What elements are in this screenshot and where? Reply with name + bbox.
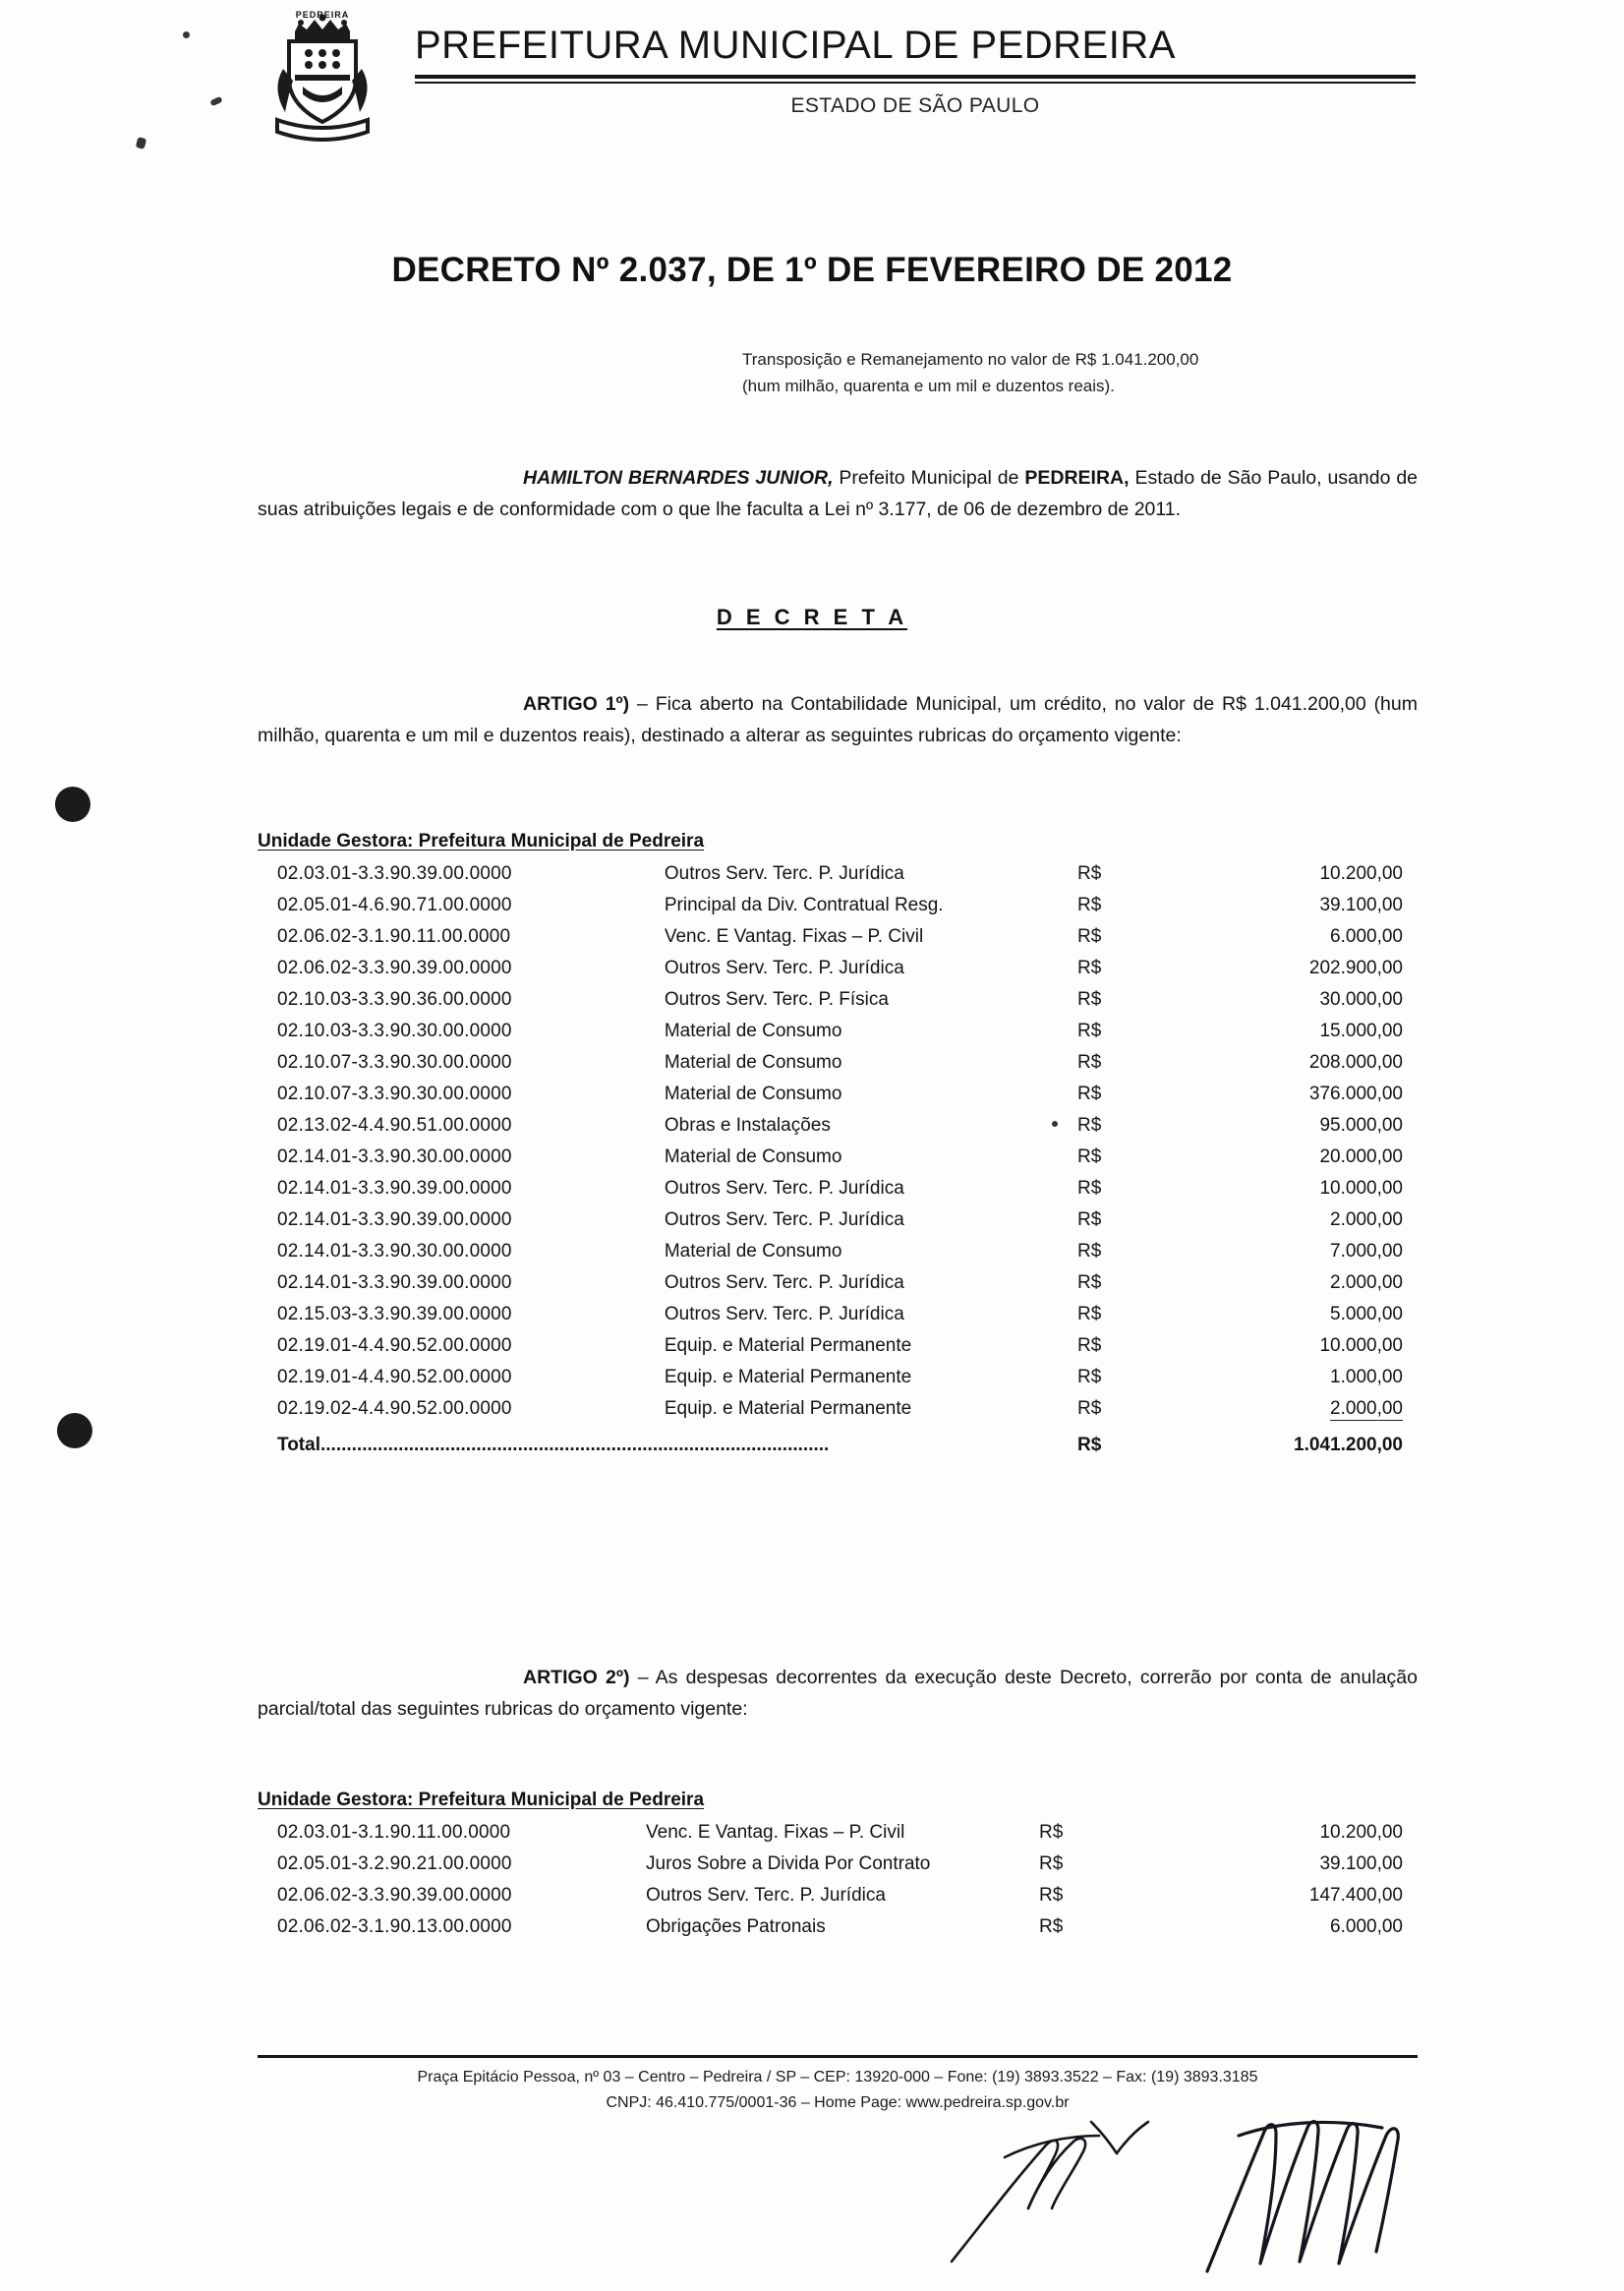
table-row (277, 1142, 1403, 1173)
municipal-crest-icon (263, 10, 381, 147)
table-row (277, 1110, 1403, 1142)
budget-table-2 (277, 1817, 1403, 1943)
budget-table-2-block (258, 1790, 1418, 1943)
currency-symbol: R$ (1039, 1885, 1064, 1906)
currency-symbol: R$ (1039, 1822, 1064, 1843)
scan-speck (136, 137, 147, 149)
currency-symbol: R$ (1076, 1209, 1102, 1230)
table-row (277, 1299, 1403, 1330)
budget-amount: 15.000,00 (1319, 1021, 1403, 1041)
table-row (277, 1079, 1403, 1110)
budget-table-1-block (258, 831, 1418, 1461)
table-row (277, 1849, 1403, 1880)
preamble-body: Estado de São Paulo, usando de suas atribuições legais e de conformidade com o que lhe faculta a Lei nº 3.177, de 06 de dezembro de 2011. (258, 467, 1419, 520)
page-title: DECRETO Nº 2.037, DE 1º DE FEVEREIRO DE 2012 (391, 251, 1233, 289)
summary-line-2: (hum milhão, quarenta e um mil e duzentos reais). (742, 377, 1115, 395)
summary-line-1: Transposição e Remanejamento no valor de R$ 1.041.200,00 (742, 350, 1199, 369)
budget-code: 02.19.02-4.4.90.52.00.0000 (277, 1398, 512, 1419)
budget-amount: 95.000,00 (1319, 1115, 1403, 1136)
footer-address: Praça Epitácio Pessoa, nº 03 – Centro – Pedreira / SP – CEP: 13920-000 – Fone: (19) 3893.3522 – Fax: (19) 3893.3185 (417, 2069, 1258, 2085)
budget-code: 02.10.03-3.3.90.36.00.0000 (277, 989, 512, 1010)
table-row (277, 858, 1403, 890)
budget-code: 02.03.01-3.3.90.39.00.0000 (277, 863, 512, 884)
currency-symbol: R$ (1039, 1916, 1064, 1937)
budget-description: Principal da Div. Contratual Resg. (664, 895, 944, 915)
footer-cnpj: CNPJ: 46.410.775/0001-36 – Home Page: www.pedreira.sp.gov.br (606, 2094, 1070, 2111)
budget-amount: 2.000,00 (1330, 1209, 1403, 1230)
mayor-name: HAMILTON BERNARDES JUNIOR, (523, 467, 834, 489)
currency-symbol: R$ (1076, 1241, 1102, 1262)
budget-code: 02.14.01-3.3.90.30.00.0000 (277, 1241, 512, 1262)
table-row (277, 1236, 1403, 1267)
table-row (277, 1911, 1403, 1943)
unit-label-2: Unidade Gestora: Prefeitura Municipal de Pedreira (258, 1790, 705, 1810)
header-subtitle: ESTADO DE SÃO PAULO (790, 94, 1040, 117)
currency-symbol: R$ (1076, 1115, 1102, 1136)
city-name: PEDREIRA, (1024, 467, 1130, 489)
budget-amount: 39.100,00 (1319, 1853, 1403, 1874)
budget-amount: 2.000,00 (1330, 1398, 1403, 1419)
budget-amount: 2.000,00 (1330, 1272, 1403, 1293)
currency-symbol: R$ (1076, 1272, 1102, 1293)
currency-symbol: R$ (1076, 1084, 1102, 1104)
budget-amount: 6.000,00 (1330, 1916, 1403, 1937)
currency-symbol: R$ (1076, 958, 1102, 978)
budget-amount: 202.900,00 (1308, 958, 1403, 978)
table-row (277, 1330, 1403, 1362)
budget-amount: 30.000,00 (1319, 989, 1403, 1010)
table-row (277, 953, 1403, 984)
budget-description: Venc. E Vantag. Fixas – P. Civil (664, 926, 924, 947)
preamble-rest: Prefeito Municipal de (833, 467, 1025, 489)
budget-amount: 6.000,00 (1330, 926, 1403, 947)
budget-code: 02.05.01-4.6.90.71.00.0000 (277, 895, 512, 915)
scan-speck (183, 31, 190, 38)
currency-symbol: R$ (1039, 1853, 1064, 1874)
budget-description: Outros Serv. Terc. P. Jurídica (664, 1272, 904, 1293)
budget-amount: 10.200,00 (1319, 1822, 1403, 1843)
budget-code: 02.14.01-3.3.90.30.00.0000 (277, 1146, 512, 1167)
budget-description: Outros Serv. Terc. P. Jurídica (646, 1885, 886, 1906)
currency-symbol: R$ (1076, 1178, 1102, 1199)
budget-description: Equip. e Material Permanente (664, 1398, 912, 1419)
currency-symbol: R$ (1076, 1021, 1102, 1041)
decreta-heading: D E C R E T A (716, 605, 908, 629)
total-label: Total.................................................................................................. (277, 1435, 830, 1455)
budget-amount: 39.100,00 (1319, 895, 1403, 915)
currency-symbol: R$ (1076, 895, 1102, 915)
total-amount: 1.041.200,00 (1294, 1435, 1403, 1455)
document-footer (258, 2065, 1418, 2116)
table-row (277, 984, 1403, 1016)
table-row (277, 890, 1403, 921)
budget-description: Outros Serv. Terc. P. Física (664, 989, 889, 1010)
table-row (277, 1267, 1403, 1299)
budget-code: 02.14.01-3.3.90.39.00.0000 (277, 1272, 512, 1293)
currency-symbol: R$ (1076, 1304, 1102, 1324)
budget-description: Obrigações Patronais (646, 1916, 826, 1937)
budget-code: 02.19.01-4.4.90.52.00.0000 (277, 1367, 512, 1387)
unit-label-1: Unidade Gestora: Prefeitura Municipal de Pedreira (258, 831, 705, 852)
budget-code: 02.14.01-3.3.90.39.00.0000 (277, 1178, 512, 1199)
table-row (277, 1817, 1403, 1849)
budget-code: 02.10.03-3.3.90.30.00.0000 (277, 1021, 512, 1041)
budget-description: Juros Sobre a Divida Por Contrato (646, 1853, 931, 1874)
header-title: PREFEITURA MUNICIPAL DE PEDREIRA (415, 24, 1176, 67)
punch-hole-mark (55, 787, 90, 822)
budget-description: Equip. e Material Permanente (664, 1367, 912, 1387)
article-2-label: ARTIGO 2º) (523, 1667, 630, 1688)
budget-amount: 10.000,00 (1319, 1335, 1403, 1356)
article-1-text: – Fica aberto na Contabilidade Municipal, um crédito, no valor de R$ 1.041.200,00 (hum milhão, quarenta e um mil e duzentos reais), destinado a alterar as seguintes rubricas do orçamento vigente: (258, 693, 1418, 746)
budget-description: Material de Consumo (664, 1021, 842, 1041)
article-1-paragraph (258, 688, 1418, 751)
budget-amount: 147.400,00 (1308, 1885, 1403, 1906)
budget-amount: 1.000,00 (1330, 1367, 1403, 1387)
budget-amount: 5.000,00 (1330, 1304, 1403, 1324)
budget-amount: 20.000,00 (1319, 1146, 1403, 1167)
crest-label: PEDREIRA (295, 10, 350, 20)
budget-amount: 376.000,00 (1308, 1084, 1403, 1104)
currency-symbol: R$ (1076, 1146, 1102, 1167)
budget-code: 02.14.01-3.3.90.39.00.0000 (277, 1209, 512, 1230)
currency-symbol: R$ (1076, 863, 1102, 884)
article-2-text: – As despesas decorrentes da execução deste Decreto, correrão por conta de anulação parcial/total das seguintes rubricas do orçamento vigente: (258, 1667, 1418, 1720)
budget-description: Outros Serv. Terc. P. Jurídica (664, 1304, 904, 1324)
budget-code: 02.06.02-3.3.90.39.00.0000 (277, 958, 512, 978)
budget-code: 02.05.01-3.2.90.21.00.0000 (277, 1853, 512, 1874)
budget-description: Material de Consumo (664, 1146, 842, 1167)
currency-symbol: R$ (1076, 989, 1102, 1010)
budget-description: Venc. E Vantag. Fixas – P. Civil (646, 1822, 905, 1843)
budget-code: 02.10.07-3.3.90.30.00.0000 (277, 1052, 512, 1073)
currency-symbol: R$ (1076, 1398, 1102, 1419)
table-row (277, 1047, 1403, 1079)
article-2-paragraph (258, 1662, 1418, 1725)
budget-description: Outros Serv. Terc. P. Jurídica (664, 863, 904, 884)
punch-hole-mark (57, 1413, 92, 1448)
budget-code: 02.03.01-3.1.90.11.00.0000 (277, 1822, 511, 1843)
budget-code: 02.06.02-3.1.90.13.00.0000 (277, 1916, 512, 1937)
article-1-label: ARTIGO 1º) (523, 693, 630, 715)
table-row (277, 1016, 1403, 1047)
currency-symbol: R$ (1076, 926, 1102, 947)
budget-code: 02.06.02-3.3.90.39.00.0000 (277, 1885, 512, 1906)
budget-code: 02.10.07-3.3.90.30.00.0000 (277, 1084, 512, 1104)
currency-symbol: R$ (1076, 1052, 1102, 1073)
budget-code: 02.19.01-4.4.90.52.00.0000 (277, 1335, 512, 1356)
budget-description: Obras e Instalações (664, 1115, 831, 1136)
budget-amount: 7.000,00 (1330, 1241, 1403, 1262)
header-divider (415, 75, 1416, 84)
budget-code: 02.06.02-3.1.90.11.00.0000 (277, 926, 511, 947)
table-row (277, 1362, 1403, 1393)
budget-code: 02.15.03-3.3.90.39.00.0000 (277, 1304, 512, 1324)
budget-description: Outros Serv. Terc. P. Jurídica (664, 1209, 904, 1230)
signature-mark (944, 2114, 1455, 2286)
decree-summary (742, 346, 1381, 399)
scan-speck (209, 96, 222, 107)
budget-description: Material de Consumo (664, 1084, 842, 1104)
footer-divider (258, 2055, 1418, 2058)
budget-code: 02.13.02-4.4.90.51.00.0000 (277, 1115, 512, 1136)
table-total-row (277, 1425, 1403, 1461)
budget-description: Material de Consumo (664, 1241, 842, 1262)
budget-description: Equip. e Material Permanente (664, 1335, 912, 1356)
total-currency: R$ (1076, 1435, 1102, 1455)
table-row (277, 1204, 1403, 1236)
budget-amount: 208.000,00 (1308, 1052, 1403, 1073)
budget-description: Material de Consumo (664, 1052, 842, 1073)
table-row (277, 1880, 1403, 1911)
budget-table-1 (277, 858, 1403, 1461)
preamble-paragraph (258, 462, 1418, 525)
table-row (277, 1393, 1403, 1425)
budget-description: Outros Serv. Terc. P. Jurídica (664, 958, 904, 978)
budget-description: Outros Serv. Terc. P. Jurídica (664, 1178, 904, 1199)
table-row (277, 921, 1403, 953)
currency-symbol: R$ (1076, 1367, 1102, 1387)
table-row (277, 1173, 1403, 1204)
currency-symbol: R$ (1076, 1335, 1102, 1356)
budget-amount: 10.000,00 (1319, 1178, 1403, 1199)
budget-amount: 10.200,00 (1319, 863, 1403, 884)
